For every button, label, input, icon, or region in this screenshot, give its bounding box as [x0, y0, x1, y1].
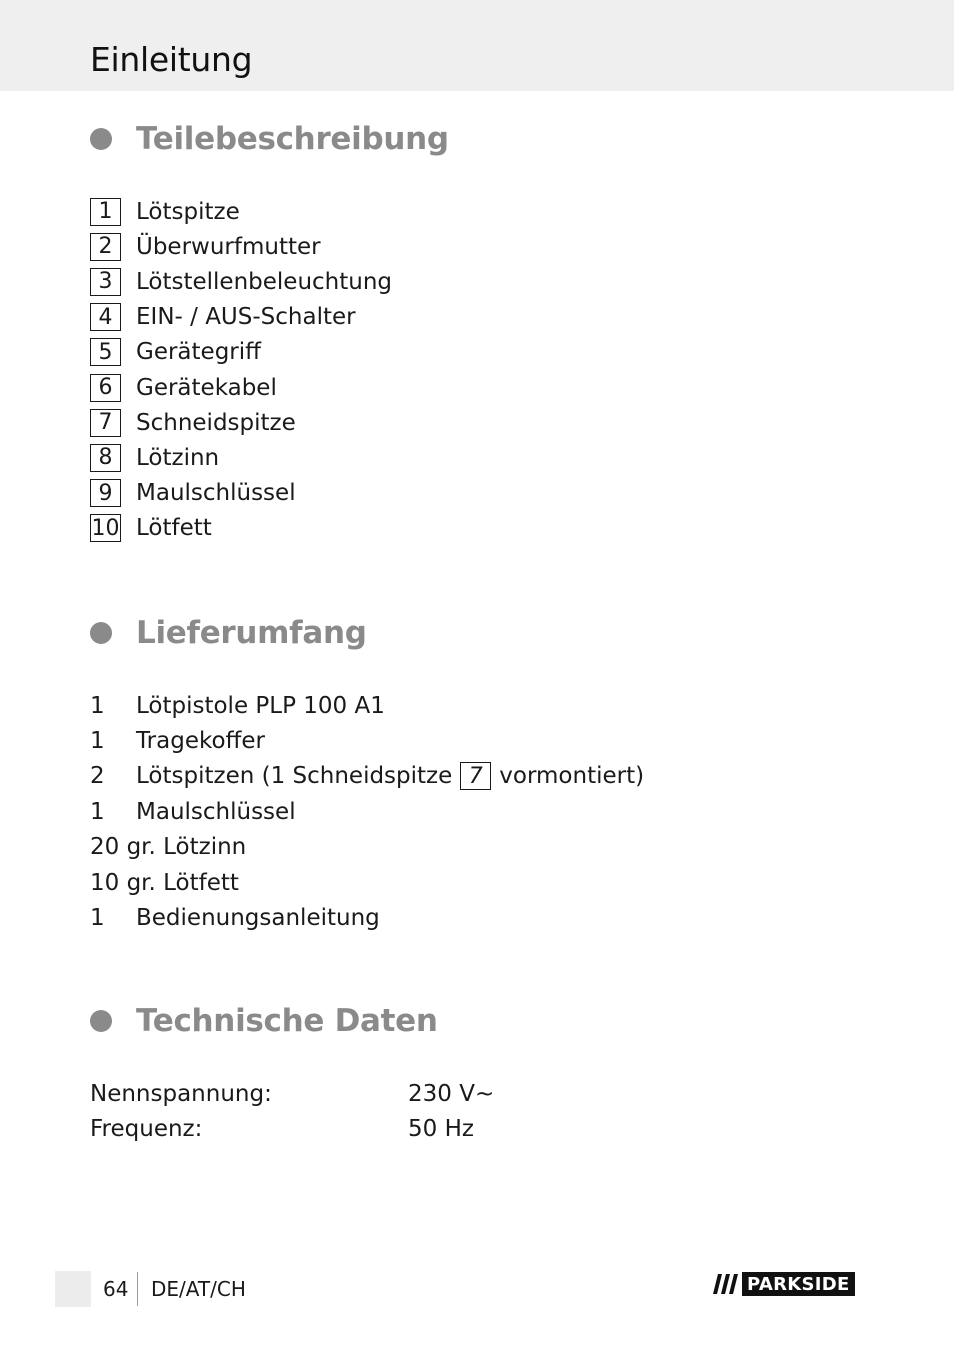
list-item	[90, 194, 392, 229]
part-label: Maulschlüssel	[136, 480, 296, 507]
list-item	[90, 900, 644, 935]
list-item	[90, 264, 392, 299]
section-title: Technische Daten	[136, 1003, 438, 1039]
item-text: Tragekoffer	[136, 728, 265, 755]
section-heading-parts	[90, 121, 449, 157]
part-label: Gerätekabel	[136, 374, 277, 401]
part-reference-box: 7	[460, 762, 491, 790]
list-item	[90, 476, 392, 511]
bullet-icon	[90, 1010, 112, 1032]
part-number: 5	[90, 338, 121, 366]
scope-list	[90, 688, 644, 936]
item-quantity: 1	[90, 728, 105, 755]
spec-label: Frequenz:	[90, 1115, 203, 1142]
table-row	[90, 1076, 494, 1111]
item-text: 20 gr. Lötzinn	[90, 834, 247, 861]
stripes-icon	[712, 1272, 740, 1296]
item-text: 10 gr. Lötfett	[90, 869, 239, 896]
part-label: EIN- / AUS-Schalter	[136, 304, 356, 331]
list-item	[90, 335, 392, 370]
part-number: 9	[90, 479, 121, 507]
spec-label: Nennspannung:	[90, 1080, 272, 1107]
list-item	[90, 830, 644, 865]
page-title: Einleitung	[90, 40, 253, 79]
part-number: 8	[90, 444, 121, 472]
part-label: Gerätegriff	[136, 339, 261, 366]
list-item	[90, 759, 644, 794]
part-number: 1	[90, 198, 121, 226]
part-number: 3	[90, 268, 121, 296]
item-text: Lötpistole PLP 100 A1	[136, 692, 385, 719]
item-text-before: Lötspitzen (1 Schneidspitze	[136, 763, 453, 790]
page-number: 64	[103, 1277, 129, 1301]
table-row	[90, 1111, 494, 1146]
footer-tab-marker	[55, 1271, 91, 1307]
part-label: Lötzinn	[136, 444, 220, 471]
part-number: 7	[90, 409, 121, 437]
item-quantity: 1	[90, 905, 105, 932]
list-item	[90, 794, 644, 829]
part-label: Lötfett	[136, 515, 212, 542]
brand-logo	[712, 1272, 855, 1296]
list-item	[90, 688, 644, 723]
part-number: 6	[90, 374, 121, 402]
country-codes: DE/AT/CH	[151, 1277, 246, 1301]
item-text-after: vormontiert)	[499, 763, 645, 790]
list-item	[90, 229, 392, 264]
item-quantity: 1	[90, 798, 105, 825]
list-item	[90, 300, 392, 335]
tech-table	[90, 1076, 494, 1146]
footer-divider	[137, 1272, 138, 1306]
part-label: Überwurfmutter	[136, 233, 321, 260]
list-item	[90, 723, 644, 758]
section-title: Lieferumfang	[136, 615, 367, 651]
section-heading-scope	[90, 615, 367, 651]
list-item	[90, 440, 392, 475]
list-item	[90, 405, 392, 440]
part-label: Lötstellenbeleuchtung	[136, 268, 393, 295]
part-number: 10	[91, 515, 120, 541]
part-label: Schneidspitze	[136, 409, 296, 436]
list-item	[90, 370, 392, 405]
section-heading-tech	[90, 1003, 438, 1039]
item-quantity: 1	[90, 692, 105, 719]
list-item	[90, 511, 392, 546]
item-text: Bedienungsanleitung	[136, 905, 380, 932]
part-number: 4	[90, 303, 121, 331]
list-item	[90, 865, 644, 900]
spec-value: 230 V~	[408, 1080, 495, 1107]
bullet-icon	[90, 128, 112, 150]
bullet-icon	[90, 622, 112, 644]
section-title: Teilebeschreibung	[136, 121, 449, 157]
parts-list	[90, 194, 392, 546]
part-number: 2	[90, 233, 121, 261]
spec-value: 50 Hz	[408, 1115, 474, 1142]
item-text: Maulschlüssel	[136, 798, 296, 825]
brand-name: PARKSIDE	[742, 1272, 855, 1296]
part-label: Lötspitze	[136, 198, 240, 225]
item-quantity: 2	[90, 763, 105, 790]
